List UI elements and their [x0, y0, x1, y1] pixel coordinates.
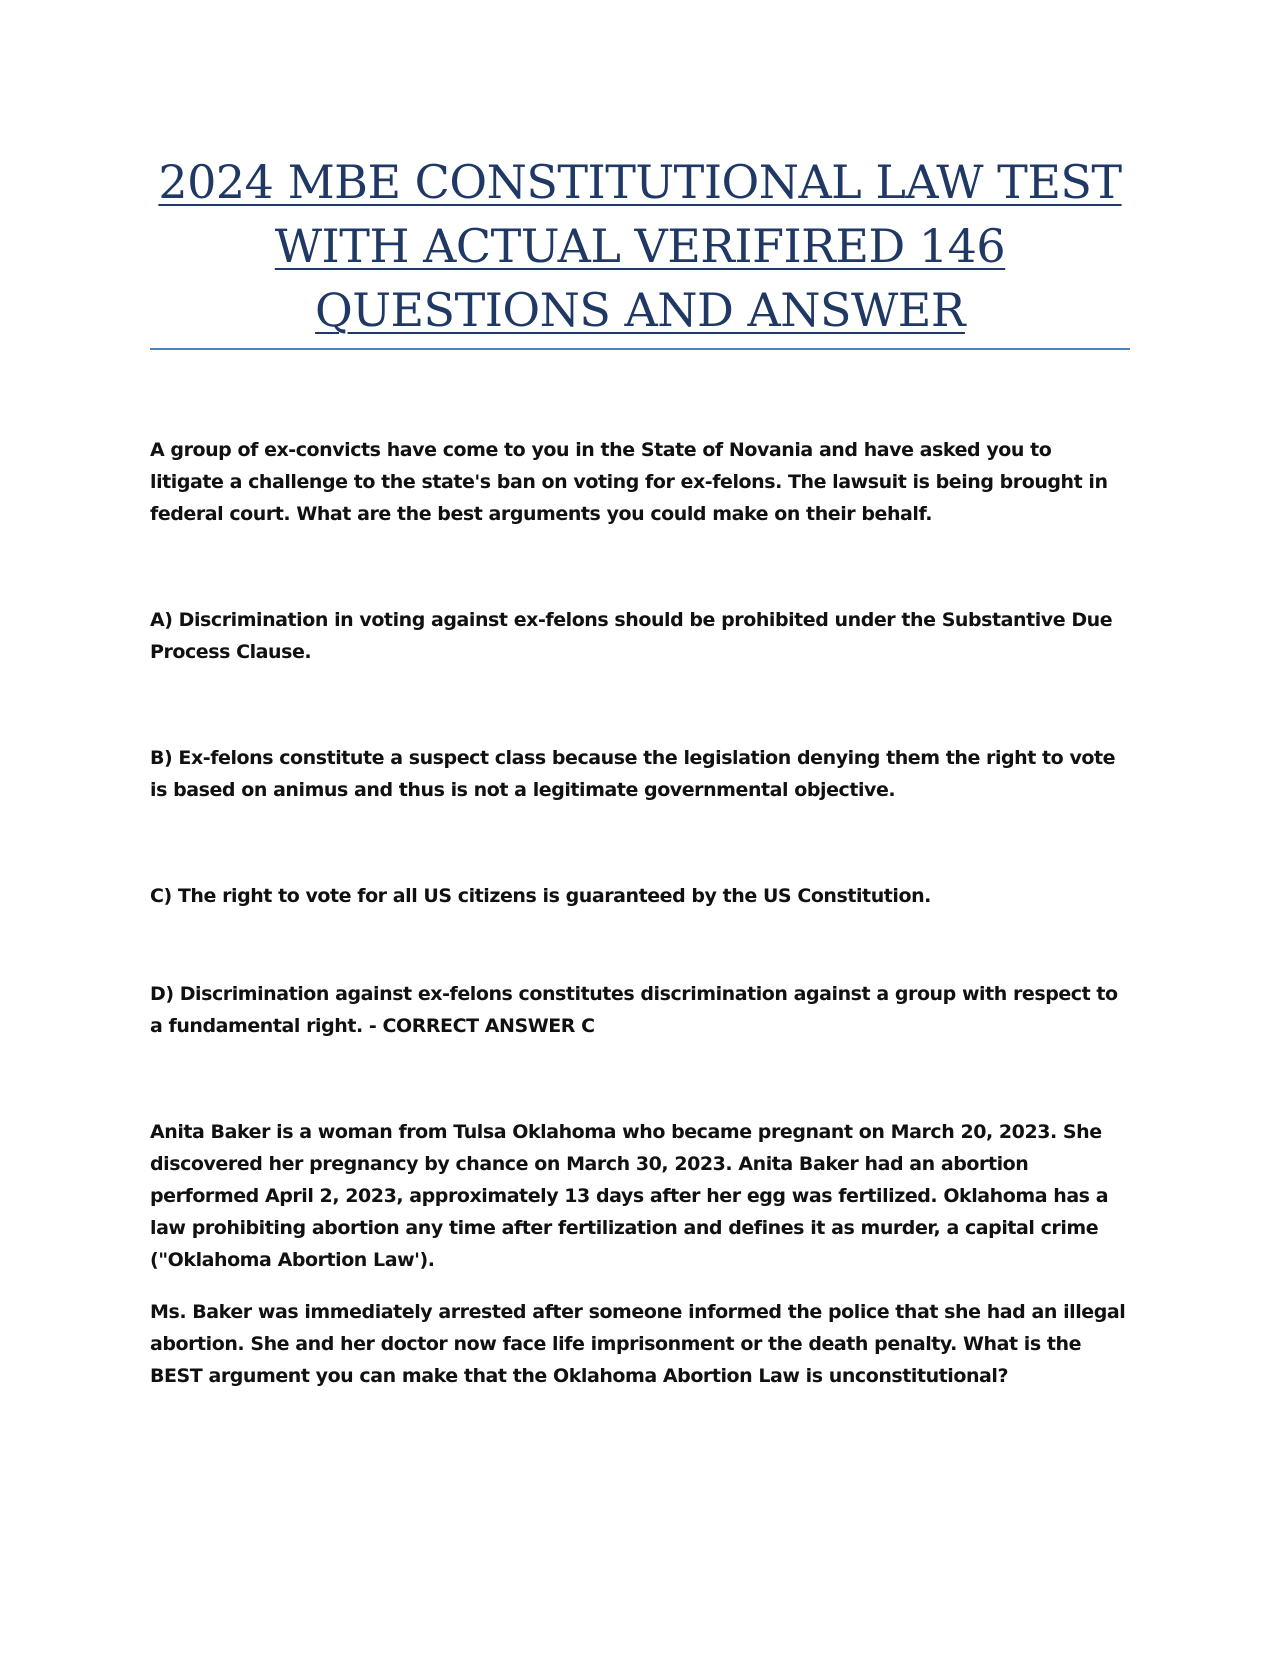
question-1-option-b: B) Ex-felons constitute a suspect class because the legislation denying them the right to vote is based on animus and thus is not a legitimate governmental objective. [150, 747, 1116, 801]
question-2-stem-paragraph-1: Anita Baker is a woman from Tulsa Oklahoma who became pregnant on March 20, 2023. She discovered her pregnancy by chance on March 30, 2023. Anita Baker had an abortion performed April 2, 2023, approximately 13 days after her egg was fertilized. Oklahoma has a law prohibiting abortion any time after fertilization and defines it as murder, a capital crime ("Oklahoma Abortion Law'). [150, 1121, 1109, 1271]
question-1-option-c: C) The right to vote for all US citizens is guaranteed by the US Constitution. [150, 885, 931, 907]
title-block [150, 150, 1130, 342]
document-title: 2024 MBE CONSTITUTIONAL LAW TEST WITH ACTUAL VERIFIRED 146 QUESTIONS AND ANSWER [158, 155, 1122, 337]
document-body [150, 434, 1130, 1392]
question-1-stem: A group of ex-convicts have come to you in the State of Novania and have asked you to litigate a challenge to the state's ban on voting for ex-felons. The lawsuit is being brought in federal court. What are the best arguments you could make on their behalf. [150, 439, 1108, 525]
question-2-stem-paragraph-2: Ms. Baker was immediately arrested after someone informed the police that she had an illegal abortion. She and her doctor now face life imprisonment or the death penalty. What is the BEST argument you can make that the Oklahoma Abortion Law is unconstitutional? [150, 1301, 1126, 1387]
title-divider [150, 348, 1130, 350]
question-1-option-d: D) Discrimination against ex-felons constitutes discrimination against a group with respect to a fundamental right. - CORRECT ANSWER C [150, 983, 1118, 1037]
question-1-option-a: A) Discrimination in voting against ex-felons should be prohibited under the Substantive Due Process Clause. [150, 609, 1113, 663]
